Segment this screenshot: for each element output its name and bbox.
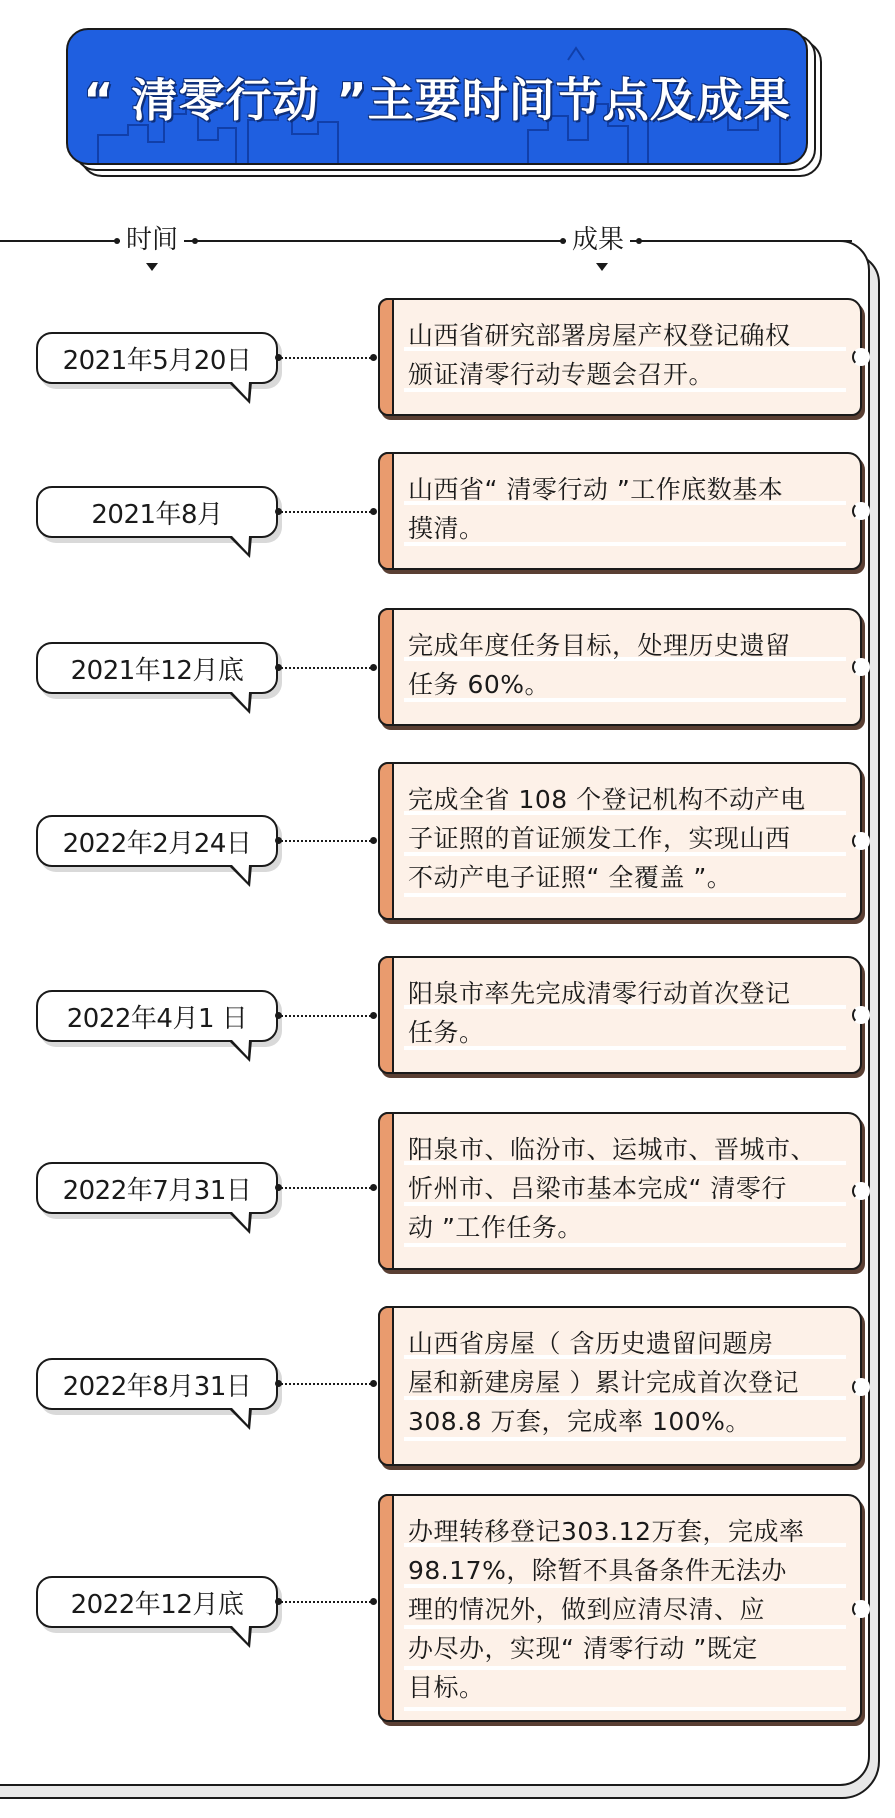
result-text: 阳泉市、临汾市、运城市、晋城市、 忻州市、吕梁市基本完成“ 清零行 动 ”工作任务。 — [408, 1135, 817, 1242]
result-text: 山西省“ 清零行动 ”工作底数基本 摸清。 — [408, 475, 784, 543]
result-card — [378, 452, 862, 570]
result-card — [378, 298, 862, 416]
header-rule — [642, 240, 852, 242]
connector-line — [278, 1187, 374, 1189]
date-bubble — [36, 332, 278, 384]
result-text: 办理转移登记303.12万套，完成率 98.17%，除暂不具备条件无法办 理的情况外，做到应清尽清、应 办尽办，实现“ 清零行动 ”既定 目标。 — [408, 1517, 805, 1702]
date-bubble — [36, 1162, 278, 1214]
date-label: 2022年12月底 — [70, 1589, 244, 1620]
connector-line — [278, 357, 374, 359]
date-bubble — [36, 486, 278, 538]
connector-line — [278, 511, 374, 513]
result-arrow-icon — [596, 263, 608, 271]
result-card — [378, 1494, 862, 1722]
connector-line — [278, 1601, 374, 1603]
connector-line — [278, 1383, 374, 1385]
header-rule — [0, 240, 120, 242]
result-text: 山西省研究部署房屋产权登记确权 颁证清零行动专题会召开。 — [408, 321, 791, 389]
result-text: 山西省房屋（ 含历史遗留问题房 屋和新建房屋 ）累计完成首次登记 308.8 万套，完成率 100%。 — [408, 1329, 799, 1436]
header-rule — [198, 240, 560, 242]
time-arrow-icon — [146, 263, 158, 271]
date-label: 2021年8月 — [91, 499, 223, 530]
result-card — [378, 1306, 862, 1466]
date-bubble — [36, 815, 278, 867]
result-card — [378, 762, 862, 920]
result-text: 阳泉市率先完成清零行动首次登记 任务。 — [408, 979, 791, 1047]
connector-line — [278, 840, 374, 842]
connector-line — [278, 667, 374, 669]
page-title: “ 清零行动 ”主要时间节点及成果 — [83, 72, 791, 127]
date-bubble — [36, 642, 278, 694]
date-label: 2022年8月31日 — [62, 1371, 252, 1402]
result-text: 完成全省 108 个登记机构不动产电 子证照的首证颁发工作，实现山西 不动产电子证照“ 全覆盖 ”。 — [408, 785, 806, 892]
result-card — [378, 608, 862, 726]
date-label: 2022年7月31日 — [62, 1175, 252, 1206]
date-label: 2021年5月20日 — [62, 345, 252, 376]
column-header-result: 成果 — [566, 221, 630, 259]
date-bubble — [36, 1576, 278, 1628]
date-label: 2022年2月24日 — [62, 828, 252, 859]
title-banner — [66, 28, 808, 165]
result-text: 完成年度任务目标，处理历史遗留 任务 60%。 — [408, 631, 791, 699]
column-header-time: 时间 — [120, 221, 184, 259]
result-card — [378, 1112, 862, 1270]
date-bubble — [36, 1358, 278, 1410]
date-label: 2021年12月底 — [70, 655, 244, 686]
result-card — [378, 956, 862, 1074]
date-bubble — [36, 990, 278, 1042]
date-label: 2022年4月1 日 — [66, 1003, 248, 1034]
connector-line — [278, 1015, 374, 1017]
